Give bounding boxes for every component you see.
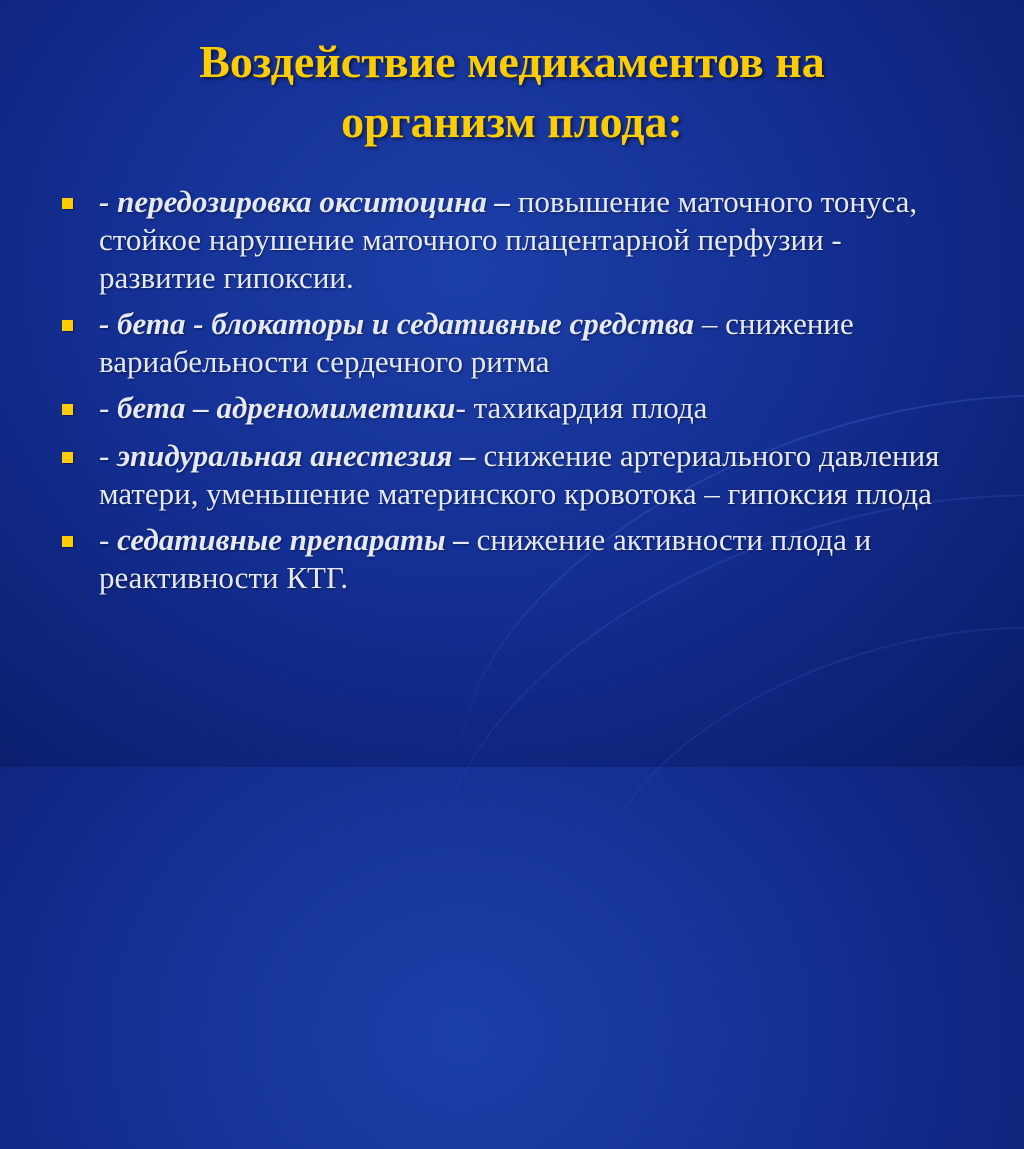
bullet-prefix: - [99,522,118,557]
bullet-term: бета – адреномиметики [117,390,456,425]
bullet-item-sedatives [58,521,958,597]
bullet-prefix: - [99,390,118,425]
square-bullet-icon [62,452,73,463]
bullet-text: – снижение вариабельности сердечного ритма [99,306,854,379]
bullet-prefix: - [99,438,118,473]
square-bullet-icon [62,536,73,547]
slide-title-line-1: Воздействие медикаментов на [199,36,825,87]
bullet-text: - тахикардия плода [455,390,708,425]
bullet-text: снижение артериального давления матери, уменьшение материнского кровотока – гипоксия плода [99,438,940,511]
bullet-text: снижение активности плода и реактивности КТГ. [99,522,872,595]
background-swoosh [544,556,1024,1125]
slide-title-line-2: организм плода: [341,96,683,147]
square-bullet-icon [62,198,73,209]
bullet-item-beta-adrenomimetics [58,389,958,427]
bullet-list [58,183,958,605]
bullet-item-beta-blockers [58,305,958,381]
bullet-term: - бета - блокаторы и седативные средства [99,306,695,341]
bullet-text: повышение маточного тонуса, стойкое нарушение маточного плацентарной перфузии - развитие гипоксии. [99,184,918,295]
bullet-term: седативные препараты – [117,522,469,557]
bullet-item-oxytocin [58,183,958,297]
square-bullet-icon [62,404,73,415]
bullet-item-epidural [58,437,958,513]
slide-title [0,32,1024,152]
square-bullet-icon [62,320,73,331]
bullet-term: эпидуральная анестезия – [117,438,476,473]
bullet-term: - передозировка окситоцина – [99,184,511,219]
